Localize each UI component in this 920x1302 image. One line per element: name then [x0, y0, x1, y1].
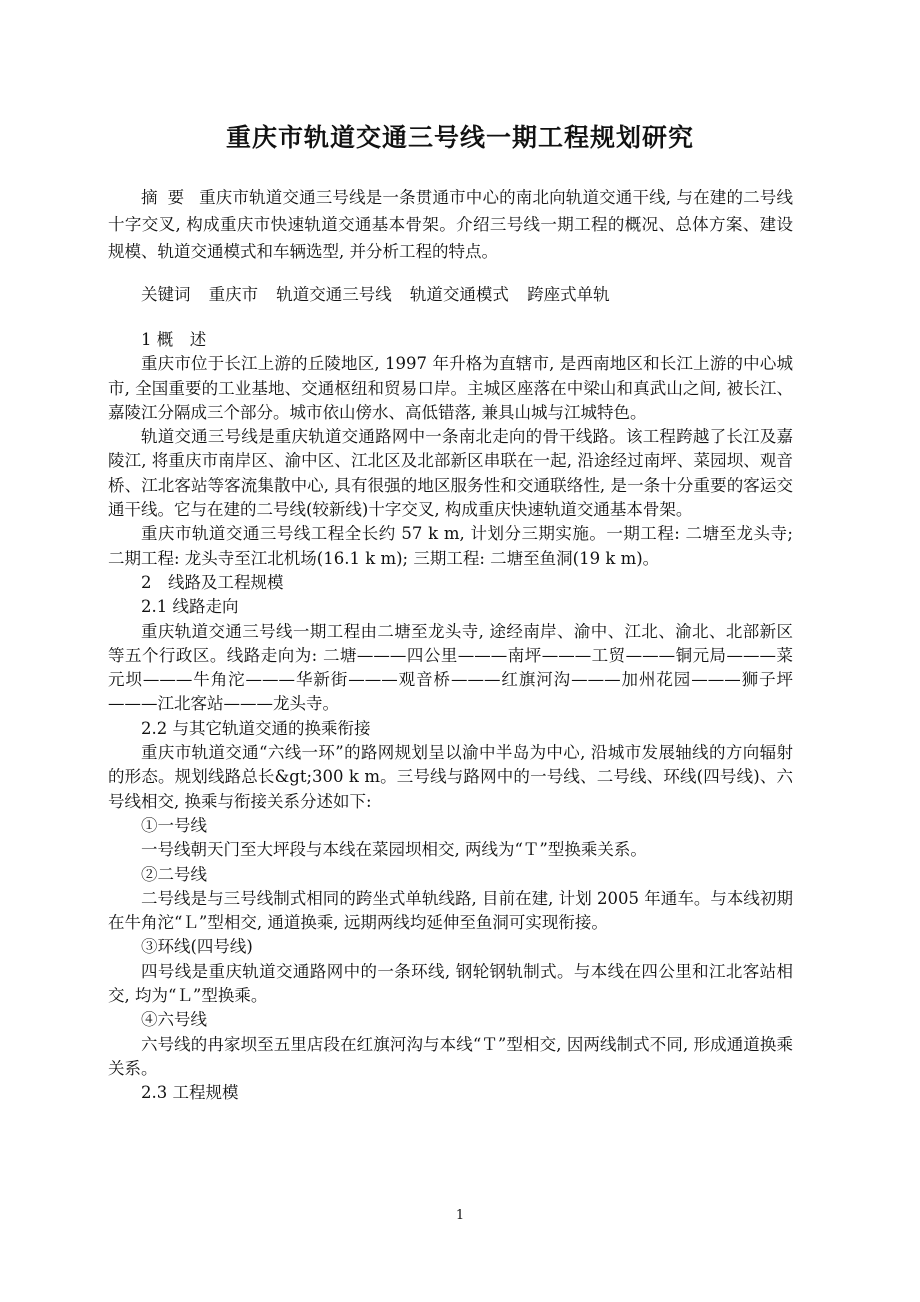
- keywords: [108, 283, 793, 307]
- subheading-line-6: ④六号线: [141, 1010, 207, 1030]
- keyword-item: 轨道交通三号线: [276, 285, 392, 304]
- abstract: [108, 184, 793, 265]
- section-heading-2-1: 2.1 线路走向: [141, 597, 239, 617]
- paragraph: 重庆市位于长江上游的丘陵地区, 1997 年升格为直辖市, 是西南地区和长江上游的中心城市, 全国重要的工业基地、交通枢纽和贸易口岸。主城区座落在中梁山和真武山之间, 被长江、嘉陵江分隔成三个部分。城市依山傍水、高低错落, 兼具山城与江城特色。: [108, 354, 793, 422]
- keywords-label: 关键词: [141, 285, 191, 304]
- paragraph: 一号线朝天门至大坪段与本线在菜园坝相交, 两线为“Ｔ”型换乘关系。: [141, 840, 647, 860]
- paper-title: 重庆市轨道交通三号线一期工程规划研究: [225, 123, 694, 152]
- paragraph: 轨道交通三号线是重庆轨道交通路网中一条南北走向的骨干线路。该工程跨越了长江及嘉陵江, 将重庆市南岸区、渝中区、江北区及北部新区串联在一起, 沿途经过南坪、菜园坝、观音桥、江北客站等客流集散中心, 具有很强的地区服务性和交通联络性, 是一条十分重要的客运交通干线。它与在建的二号线(较新线)十字交叉, 构成重庆快速轨道交通基本骨架。: [108, 427, 793, 520]
- paragraph: 重庆市轨道交通“六线一环”的路网规划呈以渝中半岛为中心, 沿城市发展轴线的方向辐射的形态。规划线路总长&gt;300 k m。三号线与路网中的一号线、二号线、环线(四号线)、六号线相交, 换乘与衔接关系分述如下:: [108, 743, 793, 811]
- page-number: 1: [455, 1208, 465, 1223]
- section-heading-2-3: 2.3 工程规模: [141, 1083, 239, 1103]
- abstract-label: 摘要: [141, 188, 195, 207]
- subheading-line-2: ②二号线: [141, 864, 207, 884]
- keyword-item: 轨道交通模式: [409, 285, 509, 304]
- body-text: [108, 328, 793, 1106]
- subheading-line-1: ①一号线: [141, 815, 207, 835]
- subheading-line-4: ③环线(四号线): [141, 937, 253, 957]
- abstract-text: 重庆市轨道交通三号线是一条贯通市中心的南北向轨道交通干线, 与在建的二号线十字交叉, 构成重庆市快速轨道交通基本骨架。介绍三号线一期工程的概况、总体方案、建设规模、轨道交通模式和车辆选型, 并分析工程的特点。: [108, 188, 793, 261]
- paragraph: 二号线是与三号线制式相同的跨坐式单轨线路, 目前在建, 计划 2005 年通车。与本线初期在牛角沱“Ｌ”型相交, 通道换乘, 远期两线均延伸至鱼洞可实现衔接。: [108, 888, 793, 933]
- section-heading-2-2: 2.2 与其它轨道交通的换乘衔接: [141, 718, 371, 738]
- paragraph: 四号线是重庆轨道交通路网中的一条环线, 钢轮钢轨制式。与本线在四公里和江北客站相交, 均为“Ｌ”型换乘。: [108, 961, 793, 1006]
- paragraph: 重庆市轨道交通三号线工程全长约 57 k m, 计划分三期实施。一期工程: 二塘至龙头寺; 二期工程: 龙头寺至江北机场(16.1 k m); 三期工程: 二塘至鱼洞(19 k m)。: [108, 524, 793, 568]
- keyword-item: 重庆市: [208, 285, 259, 304]
- paragraph: 重庆轨道交通三号线一期工程由二塘至龙头寺, 途经南岸、渝中、江北、渝北、北部新区等五个行政区。线路走向为: 二塘———四公里———南坪———工贸———铜元局———菜元坝———牛角沱———华新街———观音桥———红旗河沟———加州花园———狮子坪———江北客站———龙头寺。: [108, 621, 793, 714]
- section-heading-1: 1 概 述: [141, 330, 207, 349]
- keyword-item: 跨座式单轨: [527, 285, 610, 304]
- paragraph: 六号线的冉家坝至五里店段在红旗河沟与本线“Ｔ”型相交, 因两线制式不同, 形成通道换乘关系。: [108, 1034, 793, 1078]
- section-heading-2: 2 线路及工程规模: [141, 572, 284, 592]
